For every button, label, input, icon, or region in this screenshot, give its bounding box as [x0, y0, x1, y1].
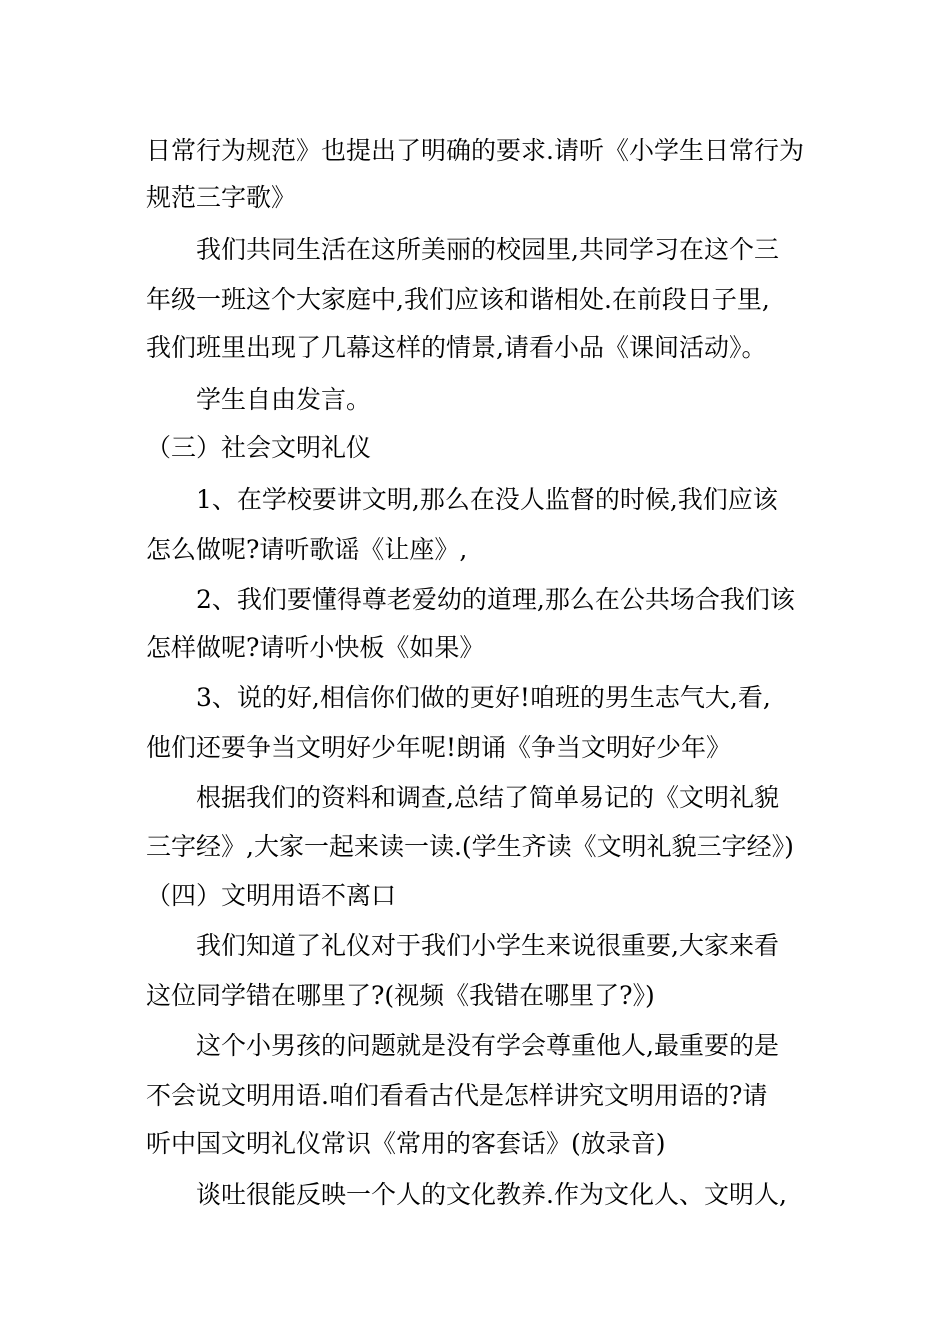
- paragraph-line: 谈吐很能反映一个人的文化教养.作为文化人、文明人,: [196, 1180, 787, 1209]
- paragraph-line: 怎样做呢?请听小快板《如果》: [146, 633, 485, 662]
- section-heading: （四）文明用语不离口: [146, 881, 397, 910]
- paragraph-line: 我们班里出现了几幕这样的情景,请看小品《课间活动》。: [146, 333, 767, 362]
- paragraph-line: 不会说文明用语.咱们看看古代是怎样讲究文明用语的?请: [146, 1081, 768, 1110]
- paragraph-line: 听中国文明礼仪常识《常用的客套话》(放录音): [146, 1129, 666, 1158]
- section-heading: （三）社会文明礼仪: [146, 433, 372, 462]
- paragraph-line: 规范三字歌》: [146, 183, 297, 212]
- paragraph-line: 学生自由发言。: [196, 385, 372, 414]
- paragraph-line: 年级一班这个大家庭中,我们应该和谐相处.在前段日子里,: [146, 285, 770, 314]
- paragraph-line: 日常行为规范》也提出了明确的要求.请听《小学生日常行为: [146, 136, 804, 165]
- paragraph-line: 我们共同生活在这所美丽的校园里,共同学习在这个三: [196, 235, 779, 264]
- paragraph-line: 1、在学校要讲文明,那么在没人监督的时候,我们应该: [196, 485, 778, 514]
- paragraph-line: 根据我们的资料和调查,总结了简单易记的《文明礼貌: [196, 783, 779, 812]
- paragraph-line: 这个小男孩的问题就是没有学会尊重他人,最重要的是: [196, 1031, 779, 1060]
- paragraph-line: 这位同学错在哪里了?(视频《我错在哪里了?》): [146, 981, 655, 1010]
- paragraph-line: 他们还要争当文明好少年呢!朗诵《争当文明好少年》: [146, 733, 732, 762]
- paragraph-line: 2、我们要懂得尊老爱幼的道理,那么在公共场合我们该: [196, 585, 795, 614]
- paragraph-line: 三字经》,大家一起来读一读.(学生齐读《文明礼貌三字经》): [146, 832, 794, 861]
- paragraph-line: 3、说的好,相信你们做的更好!咱班的男生志气大,看,: [196, 683, 771, 712]
- paragraph-line: 我们知道了礼仪对于我们小学生来说很重要,大家来看: [196, 931, 779, 960]
- paragraph-line: 怎么做呢?请听歌谣《让座》,: [146, 535, 468, 564]
